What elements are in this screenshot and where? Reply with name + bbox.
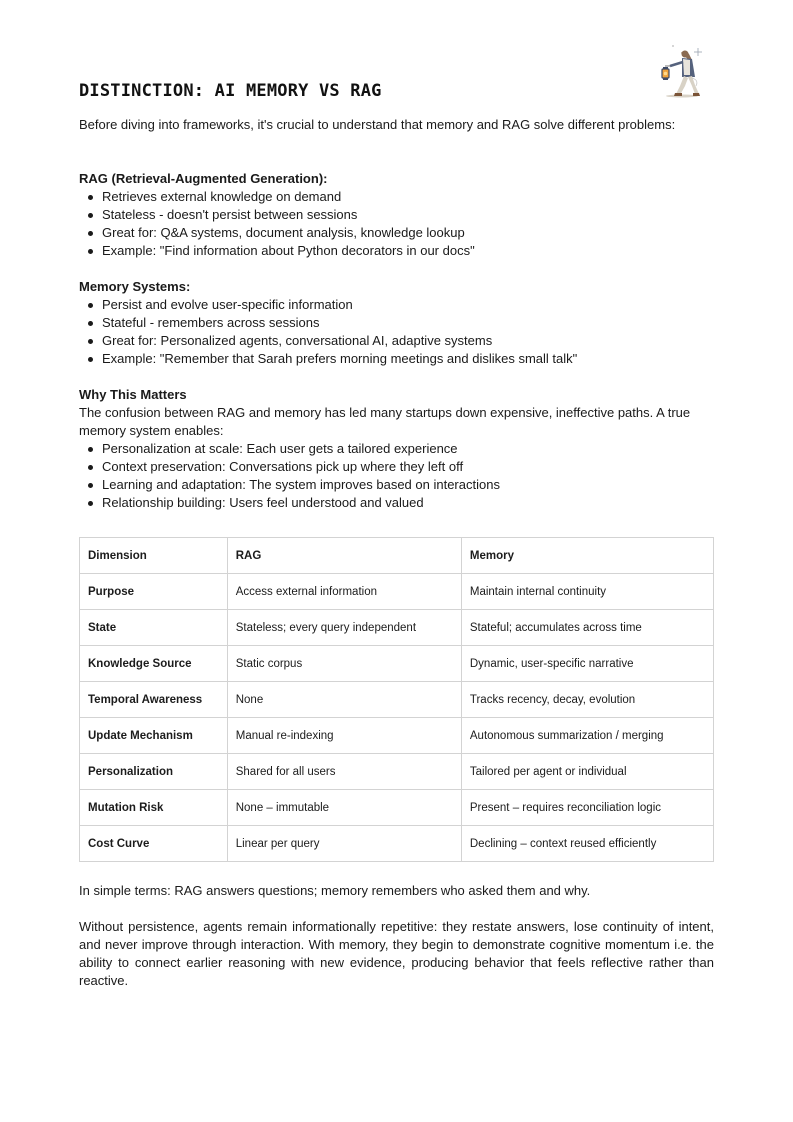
memory-cell: Present – requires reconciliation logic — [461, 790, 713, 826]
lantern-walker-icon — [652, 42, 708, 100]
rag-cell: Access external information — [227, 574, 461, 610]
dimension-cell: Cost Curve — [80, 826, 228, 862]
memory-heading: Memory Systems: — [79, 279, 191, 294]
rag-heading: RAG (Retrieval-Augmented Generation): — [79, 171, 328, 186]
dimension-cell: Mutation Risk — [80, 790, 228, 826]
dimension-cell: Update Mechanism — [80, 718, 228, 754]
memory-cell: Maintain internal continuity — [461, 574, 713, 610]
list-item: Great for: Q&A systems, document analysis, knowledge lookup — [79, 224, 475, 242]
memory-cell: Tailored per agent or individual — [461, 754, 713, 790]
dimension-cell: Personalization — [80, 754, 228, 790]
summary-paragraph: In simple terms: RAG answers questions; memory remembers who asked them and why. — [79, 883, 591, 898]
list-item: Stateless - doesn't persist between sessions — [79, 206, 475, 224]
list-item: Example: "Find information about Python decorators in our docs" — [79, 242, 475, 260]
list-item: Stateful - remembers across sessions — [79, 314, 577, 332]
memory-cell: Stateful; accumulates across time — [461, 610, 713, 646]
dimension-cell: Temporal Awareness — [80, 682, 228, 718]
rag-cell: Manual re-indexing — [227, 718, 461, 754]
list-item: Learning and adaptation: The system improves based on interactions — [79, 476, 500, 494]
table-row — [80, 646, 714, 682]
why-list — [79, 440, 500, 512]
table-header-row — [80, 538, 714, 574]
closing-paragraph: Without persistence, agents remain informationally repetitive: they restate answers, lose continuity of intent, and never improve through interaction. With memory, they begin to demonstrate cognitive momentum i.e. the ability to connect earlier reasoning with new evidence, producing behavior that feels reflective rather than reactive. — [79, 919, 714, 988]
dimension-cell: State — [80, 610, 228, 646]
comparison-table — [79, 537, 714, 862]
list-item: Persist and evolve user-specific information — [79, 296, 577, 314]
table-row — [80, 718, 714, 754]
table-row — [80, 790, 714, 826]
page-title: DISTINCTION: AI MEMORY VS RAG — [79, 81, 382, 101]
memory-cell: Tracks recency, decay, evolution — [461, 682, 713, 718]
header-rag: RAG — [227, 538, 461, 574]
header-dimension: Dimension — [80, 538, 228, 574]
memory-list — [79, 296, 577, 368]
rag-cell: Shared for all users — [227, 754, 461, 790]
intro-paragraph: Before diving into frameworks, it's crucial to understand that memory and RAG solve different problems: — [79, 117, 676, 132]
memory-cell: Autonomous summarization / merging — [461, 718, 713, 754]
memory-cell: Declining – context reused efficiently — [461, 826, 713, 862]
list-item: Personalization at scale: Each user gets a tailored experience — [79, 440, 500, 458]
why-paragraph: The confusion between RAG and memory has led many startups down expensive, ineffective paths. A true memory system enables: — [79, 405, 691, 438]
rag-cell: Linear per query — [227, 826, 461, 862]
table-row — [80, 610, 714, 646]
dimension-cell: Knowledge Source — [80, 646, 228, 682]
rag-list — [79, 188, 475, 260]
table-row — [80, 754, 714, 790]
rag-cell: Stateless; every query independent — [227, 610, 461, 646]
header-memory: Memory — [461, 538, 713, 574]
dimension-cell: Purpose — [80, 574, 228, 610]
list-item: Great for: Personalized agents, conversational AI, adaptive systems — [79, 332, 577, 350]
rag-cell: Static corpus — [227, 646, 461, 682]
list-item: Retrieves external knowledge on demand — [79, 188, 475, 206]
table-row — [80, 574, 714, 610]
list-item: Example: "Remember that Sarah prefers morning meetings and dislikes small talk" — [79, 350, 577, 368]
rag-cell: None – immutable — [227, 790, 461, 826]
rag-cell: None — [227, 682, 461, 718]
table-row — [80, 682, 714, 718]
memory-cell: Dynamic, user-specific narrative — [461, 646, 713, 682]
table-row — [80, 826, 714, 862]
list-item: Relationship building: Users feel understood and valued — [79, 494, 500, 512]
why-heading: Why This Matters — [79, 387, 187, 402]
list-item: Context preservation: Conversations pick up where they left off — [79, 458, 500, 476]
